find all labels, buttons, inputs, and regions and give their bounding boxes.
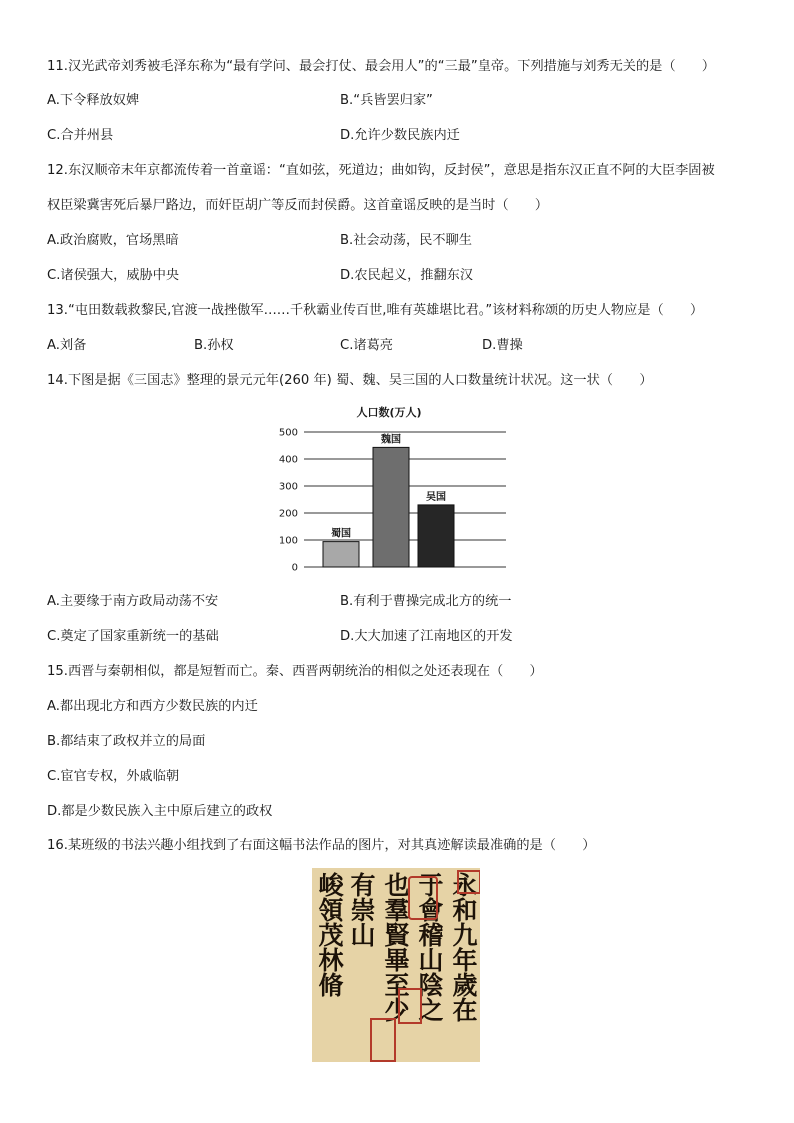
- q12-option-c[interactable]: C.诸侯强大，威胁中央: [47, 268, 180, 283]
- q11-option-d[interactable]: D.允许少数民族内迁: [340, 128, 460, 143]
- chart-title: 人口数(万人): [356, 406, 422, 419]
- calligraphy-image: [312, 868, 480, 1062]
- bar-label: 蜀国: [331, 528, 351, 540]
- q12-option-b[interactable]: B.社会动荡，民不聊生: [340, 233, 472, 248]
- y-tick-label: 500: [278, 427, 298, 439]
- seal-stamp-icon: [457, 870, 480, 894]
- q14-option-d[interactable]: D.大大加速了江南地区的开发: [340, 629, 513, 644]
- y-tick-label: 0: [291, 562, 298, 574]
- y-tick-label: 400: [278, 454, 298, 466]
- q14-option-b[interactable]: B.有利于曹操完成北方的统一: [340, 594, 512, 609]
- q11-stem: 11.汉光武帝刘秀被毛泽东称为“最有学问、最会打仗、最会用人”的“三最”皇帝。下列措施与刘秀无关的是（ ）: [47, 59, 716, 74]
- q15-option-c[interactable]: C.宦官专权，外戚临朝: [47, 769, 180, 784]
- q12-stem-line1: 12.东汉顺帝末年京都流传着一首童谣：“直如弦，死道边；曲如钩，反封侯”，意思是指东汉正直不阿的大臣李固被: [47, 163, 715, 178]
- q12-option-a[interactable]: A.政治腐败，官场黑暗: [47, 233, 179, 248]
- q16-stem: 16.某班级的书法兴趣小组找到了右面这幅书法作品的图片，对其真迹解读最准确的是（ ）: [47, 838, 596, 853]
- bar-label: 魏国: [381, 434, 401, 446]
- q12-option-d[interactable]: D.农民起义，推翻东汉: [340, 268, 474, 283]
- population-bar-chart: [272, 402, 522, 578]
- y-tick-label: 300: [278, 481, 298, 493]
- q13-stem: 13.“屯田数载救黎民,官渡一战挫傲军……千秋霸业传百世,唯有英雄堪比君。”该材料称颂的历史人物应是（ ）: [47, 303, 704, 318]
- q13-option-c[interactable]: C.诸葛亮: [340, 338, 393, 353]
- bar-0: [323, 542, 359, 567]
- calligraphy-column: 有崇山: [347, 872, 376, 947]
- q14-option-c[interactable]: C.奠定了国家重新统一的基础: [47, 629, 219, 644]
- q15-stem: 15.西晋与秦朝相似，都是短暂而亡。秦、西晋两朝统治的相似之处还表现在（ ）: [47, 664, 543, 679]
- calligraphy-column: 也羣賢畢至少: [381, 872, 410, 1022]
- q14-option-a[interactable]: A.主要缘于南方政局动荡不安: [47, 594, 219, 609]
- q12-stem-line2: 权臣梁冀害死后暴尸路边，而奸臣胡广等反而封侯爵。这首童谣反映的是当时（ ）: [47, 198, 549, 213]
- q11-option-a[interactable]: A.下令释放奴婢: [47, 93, 140, 108]
- q13-option-d[interactable]: D.曹操: [482, 338, 523, 353]
- bar-label: 吴国: [426, 491, 446, 503]
- q15-option-a[interactable]: A.都出现北方和西方少数民族的内迁: [47, 699, 258, 714]
- calligraphy-column: 峻領茂林脩: [315, 872, 344, 997]
- q11-option-c[interactable]: C.合并州县: [47, 128, 114, 143]
- q13-option-b[interactable]: B.孙权: [194, 338, 234, 353]
- q15-option-d[interactable]: D.都是少数民族入主中原后建立的政权: [47, 804, 273, 819]
- calligraphy-column: 于會稽山陰之: [415, 872, 444, 1022]
- q13-option-a[interactable]: A.刘备: [47, 338, 87, 353]
- q15-option-b[interactable]: B.都结束了政权并立的局面: [47, 734, 206, 749]
- y-tick-label: 100: [278, 535, 298, 547]
- q14-stem: 14.下图是据《三国志》整理的景元元年(260 年) 蜀、魏、吴三国的人口数量统计状况。这一状（ ）: [47, 373, 653, 388]
- q11-option-b[interactable]: B.“兵皆罢归家”: [340, 93, 433, 108]
- y-tick-label: 200: [278, 508, 298, 520]
- seal-stamp-icon: [398, 988, 422, 1024]
- calligraphy-column: 永和九年歲在: [449, 872, 478, 1022]
- bar-2: [418, 505, 454, 567]
- seal-stamp-icon: [370, 1018, 396, 1062]
- bar-1: [373, 447, 409, 567]
- seal-stamp-icon: [408, 876, 438, 920]
